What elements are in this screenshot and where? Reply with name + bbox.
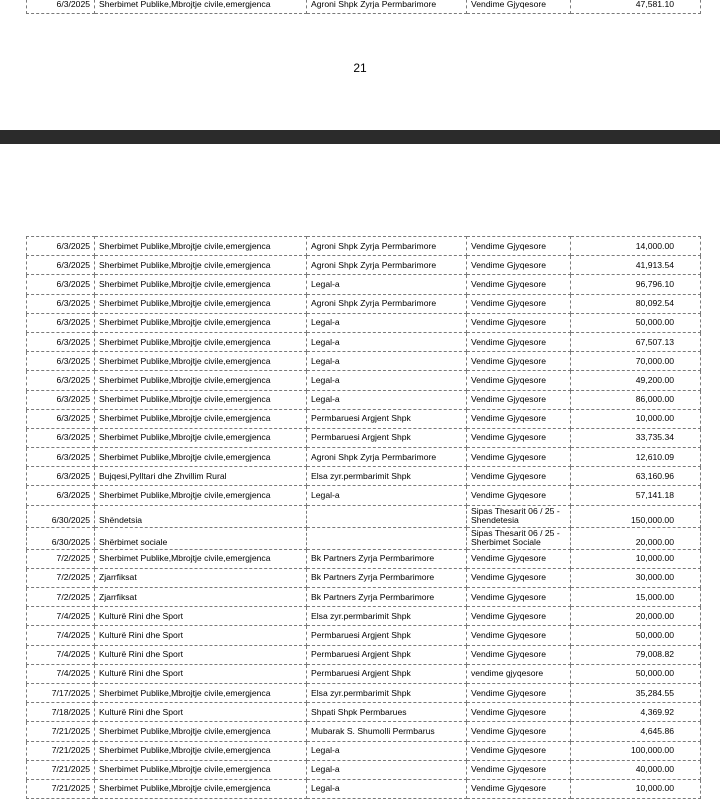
payee-cell: Legal-a [307, 779, 467, 798]
date-cell: 7/21/2025 [27, 722, 95, 741]
table-row [27, 409, 701, 428]
payee-cell [307, 527, 467, 549]
category-cell: Kulturë Rini dhe Sport [95, 645, 307, 664]
date-cell: 6/3/2025 [27, 332, 95, 351]
category-cell: Sherbimet Publike,Mbrojtje civile,emergjenca [95, 741, 307, 760]
description-cell: Vendime Gjyqesore [467, 645, 571, 664]
description-cell: Vendime Gjyqesore [467, 332, 571, 351]
payee-cell: Permbaruesi Argjent Shpk [307, 409, 467, 428]
table-row [27, 237, 701, 256]
description-cell: Vendime Gjyqesore [467, 294, 571, 313]
description-cell: Vendime Gjyqesore [467, 448, 571, 467]
description-cell: Vendime Gjyqesore [467, 683, 571, 702]
description-cell: Vendime Gjyqesore [467, 237, 571, 256]
amount-cell: 10,000.00 [571, 549, 701, 568]
amount-cell: 20,000.00 [571, 527, 701, 549]
table-row [27, 626, 701, 645]
table-row [27, 722, 701, 741]
category-cell: Zjarrfiksat [95, 568, 307, 587]
payee-cell: Bk Partners Zyrja Permbarimore [307, 549, 467, 568]
table-row [27, 549, 701, 568]
payee-cell: Legal-a [307, 741, 467, 760]
date-cell: 6/3/2025 [27, 428, 95, 447]
payee-cell: Legal-a [307, 275, 467, 294]
category-cell: Sherbimet Publike,Mbrojtje civile,emergjenca [95, 409, 307, 428]
amount-cell: 15,000.00 [571, 588, 701, 607]
category-cell: Sherbimet Publike,Mbrojtje civile,emergjenca [95, 760, 307, 779]
date-cell: 6/3/2025 [27, 467, 95, 486]
date-cell: 6/3/2025 [27, 371, 95, 390]
table-row [27, 390, 701, 409]
table-row [27, 0, 701, 14]
date-cell: 6/3/2025 [27, 237, 95, 256]
date-cell: 7/18/2025 [27, 703, 95, 722]
category-cell: Sherbimet Publike,Mbrojtje civile,emergjenca [95, 294, 307, 313]
payee-cell [307, 505, 467, 527]
description-cell: Vendime Gjyqesore [467, 607, 571, 626]
payee-cell: Legal-a [307, 486, 467, 505]
description-cell: Vendime Gjyqesore [467, 549, 571, 568]
table-row [27, 588, 701, 607]
description-cell: Sipas Thesarit 06 / 25 - Sherbimet Sociale [467, 527, 571, 549]
payee-cell: Legal-a [307, 352, 467, 371]
payee-cell: Agroni Shpk Zyrja Permbarimore [307, 0, 467, 14]
description-cell: Vendime Gjyqesore [467, 626, 571, 645]
amount-cell: 4,369.92 [571, 703, 701, 722]
payee-cell: Permbaruesi Argjent Shpk [307, 664, 467, 683]
payee-cell: Permbaruesi Argjent Shpk [307, 645, 467, 664]
table-row [27, 645, 701, 664]
payee-cell: Legal-a [307, 390, 467, 409]
category-cell: Kulturë Rini dhe Sport [95, 703, 307, 722]
amount-cell: 86,000.00 [571, 390, 701, 409]
document-page-previous [0, 0, 720, 130]
description-cell: Vendime Gjyqesore [467, 486, 571, 505]
table-row [27, 527, 701, 549]
amount-cell: 50,000.00 [571, 626, 701, 645]
description-cell: Vendime Gjyqesore [467, 568, 571, 587]
date-cell: 7/2/2025 [27, 588, 95, 607]
date-cell: 6/3/2025 [27, 256, 95, 275]
description-cell: Vendime Gjyqesore [467, 390, 571, 409]
date-cell: 7/4/2025 [27, 645, 95, 664]
payee-cell: Legal-a [307, 760, 467, 779]
payee-cell: Agroni Shpk Zyrja Permbarimore [307, 256, 467, 275]
date-cell: 7/2/2025 [27, 549, 95, 568]
table-row [27, 428, 701, 447]
payee-cell: Bk Partners Zyrja Permbarimore [307, 568, 467, 587]
category-cell: Shërbimet sociale [95, 527, 307, 549]
amount-cell: 30,000.00 [571, 568, 701, 587]
date-cell: 6/30/2025 [27, 505, 95, 527]
date-cell: 7/21/2025 [27, 779, 95, 798]
table-row [27, 683, 701, 702]
description-cell: Sipas Thesarit 06 / 25 - Shendetesia [467, 505, 571, 527]
date-cell: 7/4/2025 [27, 626, 95, 645]
table-row [27, 779, 701, 798]
table-row [27, 467, 701, 486]
date-cell: 6/3/2025 [27, 294, 95, 313]
category-cell: Sherbimet Publike,Mbrojtje civile,emergjenca [95, 275, 307, 294]
payee-cell: Permbaruesi Argjent Shpk [307, 626, 467, 645]
amount-cell: 14,000.00 [571, 237, 701, 256]
description-cell: Vendime Gjyqesore [467, 313, 571, 332]
description-cell: Vendime Gjyqesore [467, 703, 571, 722]
amount-cell: 50,000.00 [571, 313, 701, 332]
payee-cell: Elsa zyr.permbarimit Shpk [307, 467, 467, 486]
amount-cell: 40,000.00 [571, 760, 701, 779]
amount-cell: 100,000.00 [571, 741, 701, 760]
description-cell: Vendime Gjyqesore [467, 352, 571, 371]
payee-cell: Legal-a [307, 371, 467, 390]
category-cell: Bujqesi,Pylltari dhe Zhvillim Rural [95, 467, 307, 486]
date-cell: 7/21/2025 [27, 741, 95, 760]
amount-cell: 4,645.86 [571, 722, 701, 741]
page-number: 21 [353, 61, 367, 75]
amount-cell: 20,000.00 [571, 607, 701, 626]
description-cell: Vendime Gjyqesore [467, 741, 571, 760]
amount-cell: 70,000.00 [571, 352, 701, 371]
category-cell: Sherbimet Publike,Mbrojtje civile,emergjenca [95, 448, 307, 467]
date-cell: 6/3/2025 [27, 352, 95, 371]
table-row [27, 760, 701, 779]
payee-cell: Elsa zyr.permbarimit Shpk [307, 683, 467, 702]
description-cell: Vendime Gjyqesore [467, 409, 571, 428]
table-row [27, 741, 701, 760]
table-row [27, 275, 701, 294]
amount-cell: 10,000.00 [571, 779, 701, 798]
date-cell: 6/3/2025 [27, 486, 95, 505]
category-cell: Sherbimet Publike,Mbrojtje civile,emergjenca [95, 486, 307, 505]
category-cell: Sherbimet Publike,Mbrojtje civile,emergjenca [95, 352, 307, 371]
description-cell: Vendime Gjyqesore [467, 588, 571, 607]
payee-cell: Shpati Shpk Permbarues [307, 703, 467, 722]
amount-cell: 96,796.10 [571, 275, 701, 294]
document-page-current [0, 144, 720, 807]
date-cell: 7/17/2025 [27, 683, 95, 702]
table-row [27, 352, 701, 371]
category-cell: Kulturë Rini dhe Sport [95, 626, 307, 645]
date-cell: 7/4/2025 [27, 607, 95, 626]
category-cell: Sherbimet Publike,Mbrojtje civile,emergjenca [95, 371, 307, 390]
category-cell: Shëndetsia [95, 505, 307, 527]
table-row [27, 294, 701, 313]
amount-cell: 35,284.55 [571, 683, 701, 702]
payee-cell: Legal-a [307, 313, 467, 332]
table-row [27, 448, 701, 467]
category-cell: Sherbimet Publike,Mbrojtje civile,emergjenca [95, 683, 307, 702]
table-row [27, 703, 701, 722]
table-row [27, 505, 701, 527]
category-cell: Sherbimet Publike,Mbrojtje civile,emergjenca [95, 332, 307, 351]
category-cell: Sherbimet Publike,Mbrojtje civile,emergjenca [95, 313, 307, 332]
category-cell: Sherbimet Publike,Mbrojtje civile,emergjenca [95, 549, 307, 568]
date-cell: 6/3/2025 [27, 448, 95, 467]
amount-cell: 49,200.00 [571, 371, 701, 390]
category-cell: Sherbimet Publike,Mbrojtje civile,emergjenca [95, 390, 307, 409]
amount-cell: 150,000.00 [571, 505, 701, 527]
description-cell: Vendime Gjyqesore [467, 428, 571, 447]
table-row [27, 371, 701, 390]
amount-cell: 47,581.10 [571, 0, 701, 14]
table-row [27, 568, 701, 587]
date-cell: 6/30/2025 [27, 527, 95, 549]
date-cell: 7/4/2025 [27, 664, 95, 683]
date-cell: 6/3/2025 [27, 409, 95, 428]
table-row [27, 313, 701, 332]
description-cell: Vendime Gjyqesore [467, 371, 571, 390]
description-cell: Vendime Gjyqesore [467, 722, 571, 741]
payee-cell: Elsa zyr.permbarimit Shpk [307, 607, 467, 626]
payee-cell: Legal-a [307, 332, 467, 351]
amount-cell: 67,507.13 [571, 332, 701, 351]
amount-cell: 10,000.00 [571, 409, 701, 428]
category-cell: Kulturë Rini dhe Sport [95, 607, 307, 626]
amount-cell: 57,141.18 [571, 486, 701, 505]
amount-cell: 80,092.54 [571, 294, 701, 313]
category-cell: Sherbimet Publike,Mbrojtje civile,emergjenca [95, 237, 307, 256]
category-cell: Sherbimet Publike,Mbrojtje civile,emergjenca [95, 256, 307, 275]
amount-cell: 33,735.34 [571, 428, 701, 447]
description-cell: Vendime Gjyqesore [467, 275, 571, 294]
description-cell: Vendime Gjyqesore [467, 256, 571, 275]
amount-cell: 79,008.82 [571, 645, 701, 664]
category-cell: Sherbimet Publike,Mbrojtje civile,emergjenca [95, 722, 307, 741]
description-cell: Vendime Gjyqesore [467, 760, 571, 779]
amount-cell: 63,160.96 [571, 467, 701, 486]
payee-cell: Agroni Shpk Zyrja Permbarimore [307, 448, 467, 467]
date-cell: 6/3/2025 [27, 313, 95, 332]
payee-cell: Agroni Shpk Zyrja Permbarimore [307, 237, 467, 256]
description-cell: Vendime Gjyqesore [467, 779, 571, 798]
description-cell: Vendime Gjyqesore [467, 467, 571, 486]
page-separator [0, 130, 720, 144]
description-cell: vendime gjyqesore [467, 664, 571, 683]
category-cell: Sherbimet Publike,Mbrojtje civile,emergjenca [95, 0, 307, 14]
amount-cell: 41,913.54 [571, 256, 701, 275]
date-cell: 6/3/2025 [27, 275, 95, 294]
category-cell: Sherbimet Publike,Mbrojtje civile,emergjenca [95, 428, 307, 447]
description-cell: Vendime Gjyqesore [467, 0, 571, 14]
table-row [27, 486, 701, 505]
table-row [27, 256, 701, 275]
table-row [27, 664, 701, 683]
amount-cell: 12,610.09 [571, 448, 701, 467]
payee-cell: Agroni Shpk Zyrja Permbarimore [307, 294, 467, 313]
date-cell: 6/3/2025 [27, 0, 95, 14]
amount-cell: 50,000.00 [571, 664, 701, 683]
date-cell: 7/2/2025 [27, 568, 95, 587]
payments-table [26, 236, 701, 799]
payee-cell: Permbaruesi Argjent Shpk [307, 428, 467, 447]
payee-cell: Bk Partners Zyrja Permbarimore [307, 588, 467, 607]
date-cell: 7/21/2025 [27, 760, 95, 779]
table-row [27, 607, 701, 626]
payments-table-continued [26, 0, 701, 14]
table-row [27, 332, 701, 351]
payee-cell: Mubarak S. Shumolli Permbarus [307, 722, 467, 741]
date-cell: 6/3/2025 [27, 390, 95, 409]
category-cell: Sherbimet Publike,Mbrojtje civile,emergjenca [95, 779, 307, 798]
category-cell: Zjarrfiksat [95, 588, 307, 607]
category-cell: Kulturë Rini dhe Sport [95, 664, 307, 683]
